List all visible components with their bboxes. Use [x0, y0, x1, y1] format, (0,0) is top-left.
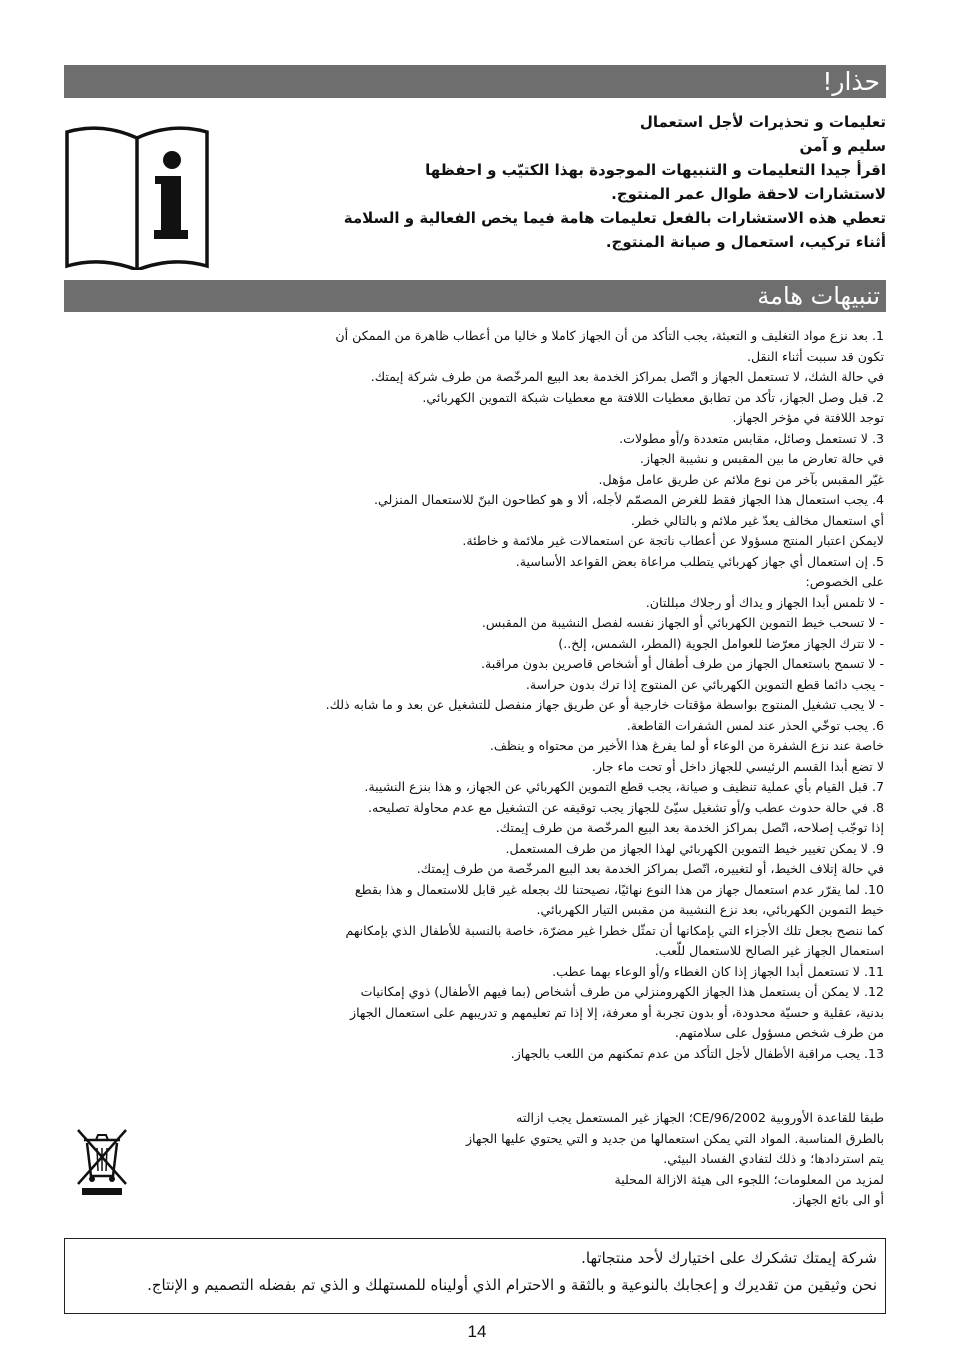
- note-line: في حالة الشك، لا تستعمل الجهاز و اتّصل بمراكز الخدمة بعد البيع المرخّصة من طرف شركة إيمتك.: [370, 369, 884, 384]
- note-line: 4. يجب استعمال هذا الجهاز فقط للغرض المصمّم لأجله، ألا و هو كطاحون البنّ للاستعمال المنزلي.: [373, 492, 884, 507]
- note-line: 5. إن استعمال أي جهاز كهربائي يتطلب مراعاة بعض القواعد الأساسية.: [515, 553, 884, 569]
- warning-header: [64, 65, 886, 98]
- weee-disposal-text: [364, 1108, 884, 1211]
- note-line: لايمكن اعتبار المنتج مسؤولا عن أعطاب ناتجة عن استعمالات غير ملائمة و خاطئة.: [462, 533, 884, 548]
- note-line: كما ننصح بجعل تلك الأجزاء التي بإمكانها أن تمثّل خطرا غير مضرّة، خاصة بالنسبة للأطفال الذي بإمكانهم: [345, 922, 884, 938]
- weee-line: طبقا للقاعدة الأوروبية CE/96/2002؛ الجهاز غير المستعمل يجب ازالته: [516, 1110, 884, 1125]
- note-line: - لا تلمس أبدا الجهاز و يداك أو رجلاك مبللتان.: [645, 594, 884, 610]
- note-line: - يجب دائما قطع التموين الكهربائي عن المنتوج إذا ترك بدون حراسة.: [525, 676, 884, 692]
- note-line: 3. لا تستعمل وصائل، مقابس متعددة و/أو مطولات.: [619, 430, 884, 446]
- intro-line: تعليمات و تحذيرات لأجل استعمال: [639, 113, 886, 131]
- note-line: 8. في حالة حدوث عطب و/أو تشغيل سيّئ للجهاز يجب توقيفه عن التشغيل مع عدم محاولة تصليحه.: [368, 799, 884, 815]
- crossed-out-wheelie-bin-icon: [70, 1126, 134, 1198]
- thank-you-box: [64, 1238, 886, 1314]
- weee-line: بالطرق المناسبة. المواد التي يمكن استعمالها من جديد و التي يحتوي عليها الجهاز: [465, 1130, 884, 1146]
- note-line: 11. لا تستعمل أبدا الجهاز إذا كان الغطاء و/أو الوعاء بهما عطب.: [552, 963, 884, 979]
- note-line: توجد اللافتة في مؤخر الجهاز.: [732, 410, 884, 425]
- note-line: - لا تسحب خيط التموين الكهربائي أو الجهاز نفسه لفصل النشيبة من المقبس.: [481, 615, 884, 630]
- note-line: بدنية، عقلية و حسيّة محدودة، أو بدون تجربة أو معرفة، إلا إذا تم تعليمهم و تدريبهم على استعمال الجهاز: [350, 1004, 884, 1020]
- intro-line: لاستشارات لاحقة طوال عمر المنتوج.: [611, 185, 886, 203]
- note-line: 7. قبل القيام بأي عملية تنظيف و صيانة، يجب قطع التموين الكهربائي عن الجهاز، و هذا بنزع النشيبة.: [364, 779, 884, 794]
- note-line: استعمال الجهاز غير الصالح للاستعمال للّعب.: [654, 943, 884, 958]
- note-line: أي استعمال مخالف يعدّ غير ملائم و بالتالي خطر.: [630, 512, 884, 528]
- thanks-line: نحن وثيقين من تقديرك و إعجابك بالنوعية و بالثقة و الاحترام الذي أوليناه للمستهلك و الذي تم بفضله التصميم و الإنتاج.: [147, 1276, 877, 1294]
- note-line: - لا يجب تشغيل المنتوج بواسطة مؤقتات خارجية أو عن طريق جهاز منفصل للتشغيل عن بعد و ما شابه ذلك.: [325, 697, 884, 712]
- note-line: - لا تترك الجهاز معرّضا للعوامل الجوية (المطر، الشمس، إلخ..): [558, 635, 884, 651]
- note-line: لا تضع أبدا القسم الرئيسي للجهاز داخل أو تحت ماء جار.: [591, 758, 884, 774]
- note-line: تكون قد سببت أثناء النقل.: [747, 348, 884, 364]
- important-notes-header: [64, 280, 886, 312]
- note-line: 13. يجب مراقبة الأطفال لأجل التأكد من عدم تمكنهم من اللعب بالجهاز.: [510, 1045, 884, 1061]
- intro-line: اقرأ جيدا التعليمات و التنبيهات الموجودة بهذا الكتيّب و احفظها: [425, 161, 886, 179]
- note-line: 10. لما يقرّر عدم استعمال جهاز من هذا النوع نهائيًا، نصيحتنا لك بجعله غير قابل للاستعمال و هذا بقطع: [354, 881, 884, 897]
- note-line: من طرف شخص مسؤول على سلامتهم.: [674, 1025, 884, 1040]
- note-line: 9. لا يمكن تغيير خيط التموين الكهربائي لهذا الجهاز من طرف المستعمل.: [505, 840, 884, 856]
- weee-line: أو الى بائع الجهاز.: [791, 1192, 884, 1207]
- page-number: 14: [467, 1322, 487, 1341]
- important-notes-list: [244, 326, 884, 1064]
- note-line: 1. بعد نزع مواد التغليف و التعبئة، يجب التأكد من أن الجهاز كاملا و خاليا من أعطاب ظاهرة من الممكن أن: [335, 328, 884, 343]
- intro-text: [343, 110, 886, 254]
- weee-line: يتم استردادها؛ و ذلك لتفادي الفساد البيئي.: [663, 1151, 884, 1166]
- important-notes-title: تنبيهات هامة: [757, 282, 880, 310]
- thanks-line: شركة إيمتك تشكرك على اختيارك لأحد منتجاتها.: [581, 1249, 877, 1267]
- note-line: في حالة تعارض ما بين المقبس و نشيبة الجهاز.: [639, 451, 884, 466]
- note-line: خاصة عند نزع الشفرة من الوعاء أو لما يفرغ هذا الأخير من محتواه و ينظف.: [489, 738, 884, 753]
- intro-line: أثناء تركيب، استعمال و صيانة المنتوج.: [605, 233, 886, 251]
- intro-line: تعطي هذه الاستشارات بالفعل تعليمات هامة فيما يخص الفعالية و السلامة: [343, 209, 886, 227]
- warning-title: حذار!: [822, 67, 880, 96]
- note-line: على الخصوص:: [805, 574, 884, 589]
- note-line: غيّر المقبس بآخر من نوع ملائم عن طريق عامل مؤهل.: [598, 471, 884, 487]
- open-book-info-icon: [64, 120, 210, 270]
- note-line: 6. يجب توخّي الحذر عند لمس الشفرات القاطعة.: [626, 717, 884, 733]
- note-line: - لا تسمح باستعمال الجهاز من طرف أطفال أو أشخاص قاصرين بدون مراقبة.: [480, 656, 884, 671]
- note-line: 2. قبل وصل الجهاز، تأكد من تطابق معطيات اللافتة مع معطيات شبكة التموين الكهربائي.: [422, 389, 884, 405]
- note-line: 12. لا يمكن أن يستعمل هذا الجهاز الكهرومنزلي من طرف أشخاص (بما فيهم الأطفال) ذوي إمكانيات: [360, 984, 884, 999]
- note-line: خيط التموين الكهربائي، بعد نزع النشيبة من مقبس التيار الكهربائي.: [536, 902, 884, 917]
- intro-line: سليم و آمن: [799, 137, 886, 155]
- note-line: إذا توجّب إصلاحه، اتّصل بمراكز الخدمة بعد البيع المرخّصة من طرف إيمتك.: [495, 820, 884, 835]
- note-line: في حالة إتلاف الخيط، أو لتغييره، اتّصل بمراكز الخدمة بعد البيع المرخّصة من طرف إيمتك.: [416, 861, 884, 876]
- weee-line: لمزيد من المعلومات؛ اللجوء الى هيئة الازالة المحلية: [614, 1171, 884, 1187]
